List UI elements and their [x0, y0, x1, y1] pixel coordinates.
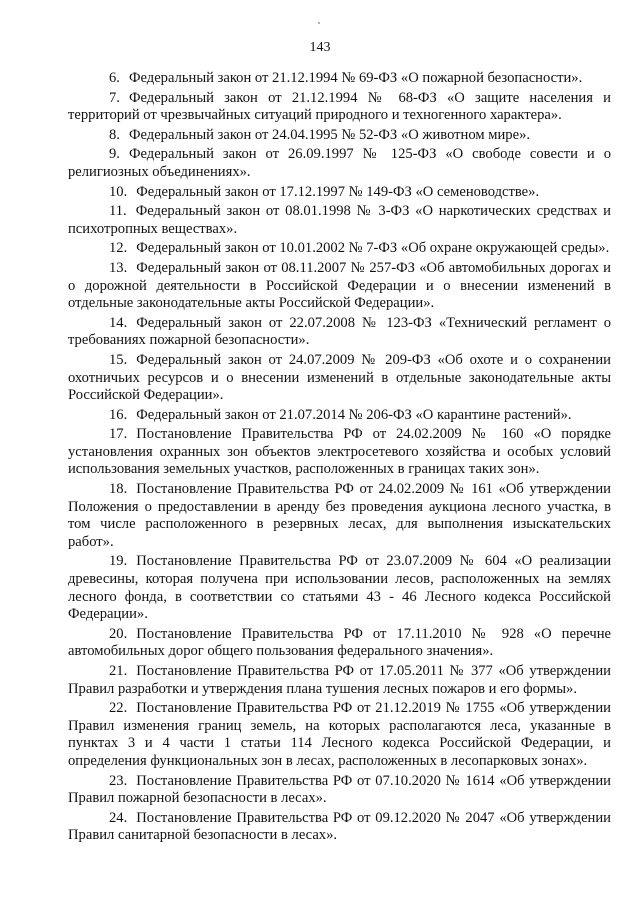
item-text: Постановление Правительства РФ от 09.12.2020 № 2047 «Об утверждении Правил санитарной безопасности в лесах». [68, 809, 611, 844]
regulation-list [68, 70, 611, 847]
item-number: 9. [109, 146, 120, 163]
item-number: 15. [109, 351, 128, 368]
item-number: 8. [109, 126, 120, 143]
list-item [68, 773, 611, 808]
item-text: Постановление Правительства РФ от 17.05.2011 № 377 «Об утверждении Правил разработки и утверждения плана тушения лесных пожаров и его формы». [68, 663, 611, 697]
list-item [68, 481, 611, 551]
item-number: 11. [109, 203, 127, 220]
item-number: 21. [109, 663, 128, 679]
item-number: 17. [109, 426, 128, 443]
item-number: 16. [109, 406, 128, 423]
item-text: Федеральный закон от 22.07.2008 № 123-ФЗ «Технический регламент о требованиях пожарной безопасности». [68, 314, 611, 349]
item-number: 12. [109, 240, 128, 257]
item-text: Постановление Правительства РФ от 24.02.2009 № 160 «О порядке установления охранных зон объектов электросетевого хозяйства и особых условий использования земельных участков, расположенных в границах таких зон». [68, 426, 611, 478]
scan-dot [318, 22, 320, 24]
item-text: Постановление Правительства РФ от 07.10.2020 № 1614 «Об утверждении Правил пожарной безопасности в лесах». [68, 772, 611, 807]
list-item [68, 127, 611, 145]
list-item [68, 352, 611, 405]
item-text: Федеральный закон от 10.01.2002 № 7-ФЗ «Об охране окружающей среды». [136, 240, 610, 257]
list-item [68, 70, 611, 88]
list-item [68, 810, 611, 845]
item-text: Федеральный закон от 21.07.2014 № 206-ФЗ «О карантине растений». [136, 406, 572, 423]
item-number: 20. [109, 625, 128, 642]
list-item [68, 240, 611, 258]
item-text: Федеральный закон от 24.07.2009 № 209-ФЗ «Об охоте и о сохранении охотничьих ресурсов и о внесении изменений в отдельные законодательные акты Российской Федерации». [68, 351, 611, 404]
item-text: Федеральный закон от 24.04.1995 № 52-ФЗ «О животном мире». [128, 126, 531, 143]
item-text: Федеральный закон от 08.01.1998 № 3-ФЗ «О наркотических средствах и психотропных веществах». [68, 203, 611, 237]
item-number: 14. [109, 314, 128, 331]
item-number: 18. [109, 481, 128, 498]
list-item [68, 90, 611, 125]
item-number: 10. [109, 183, 128, 200]
item-text: Федеральный закон от 21.12.1994 № 68-ФЗ «О защите населения и территорий от чрезвычайных ситуаций природного и техногенного характера». [68, 89, 611, 124]
item-number: 13. [109, 259, 128, 276]
list-item [68, 184, 611, 202]
item-text: Федеральный закон от 26.09.1997 № 125-ФЗ «О свободе совести и о религиозных объединениях». [68, 146, 611, 180]
list-item [68, 407, 611, 425]
item-text: Постановление Правительства РФ от 21.12.2019 № 1755 «Об утверждении Правил изменения границ земель, на которых располагаются леса, указанные в пунктах 3 и 4 части 1 статьи 114 Лесного кодекса Российской Федерации, и определения функциональных зон в лесах, расположенных в лесопарковых зонах». [68, 700, 611, 769]
item-text: Постановление Правительства РФ от 17.11.2010 № 928 «О перечне автомобильных дорог общего пользования федерального значения». [68, 625, 611, 660]
item-text: Постановление Правительства РФ от 23.07.2009 № 604 «О реализации древесины, которая получена при использовании лесов, расположенных на землях лесного фонда, в соответствии со статьями 43 - 46 Лесного кодекса Российской Федерации». [68, 553, 611, 623]
item-number: 6. [109, 70, 120, 86]
item-text: Постановление Правительства РФ от 24.02.2009 № 161 «Об утверждении Положения о предоставлении в аренду без проведения аукциона лесного участка, в том числе расположенного в резервных лесах, для выполнения изыскательских работ». [68, 481, 611, 550]
list-item [68, 203, 611, 238]
list-item [68, 315, 611, 350]
item-number: 23. [109, 772, 128, 789]
item-number: 22. [109, 700, 128, 717]
item-number: 7. [109, 89, 120, 106]
list-item [68, 553, 611, 623]
item-text: Федеральный закон от 21.12.1994 № 69-ФЗ «О пожарной безопасности». [128, 70, 583, 86]
list-item [68, 426, 611, 479]
list-item [68, 663, 611, 698]
item-number: 24. [109, 809, 128, 826]
page-number: 143 [309, 40, 331, 55]
list-item [68, 260, 611, 313]
list-item [68, 700, 611, 770]
item-text: Федеральный закон от 17.12.1997 № 149-ФЗ «О семеноводстве». [136, 183, 540, 200]
item-number: 19. [109, 553, 128, 570]
list-item [68, 146, 611, 181]
item-text: Федеральный закон от 08.11.2007 № 257-ФЗ «Об автомобильных дорогах и о дорожной деятельности в Российской Федерации и о внесении изменений в отдельные законодательные акты Российской Федерации». [68, 259, 611, 312]
list-item [68, 626, 611, 661]
